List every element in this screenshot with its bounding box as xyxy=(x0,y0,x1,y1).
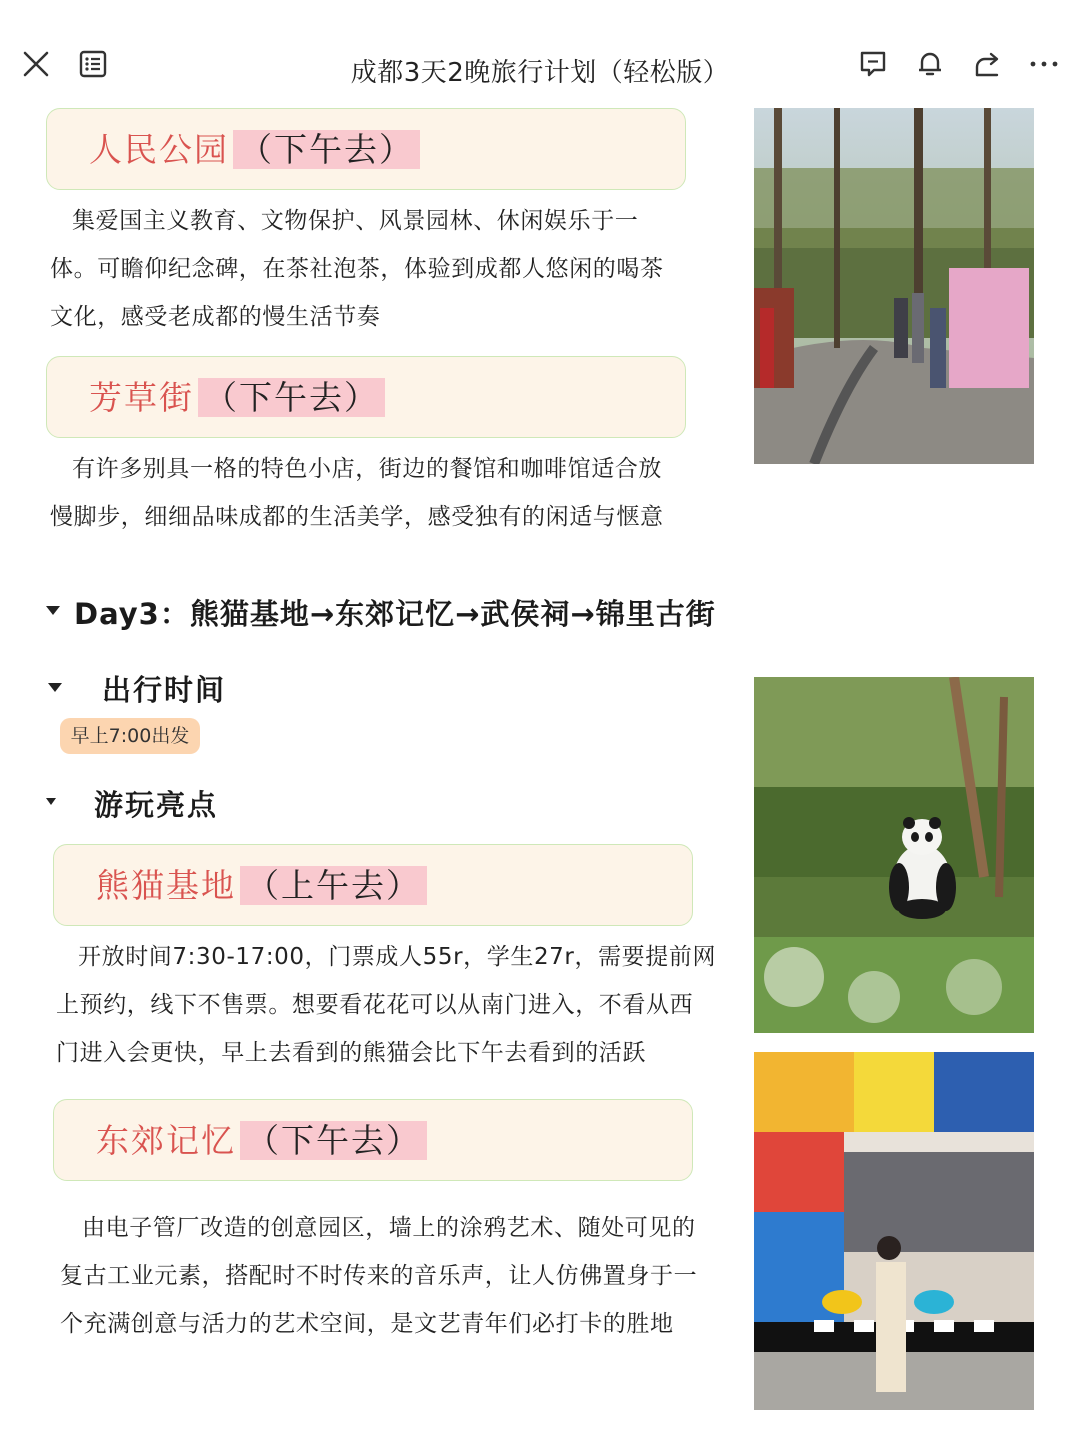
people-park-card xyxy=(46,108,686,190)
text-line: 有许多别具一格的特色小店，街边的餐馆和咖啡馆适合放 xyxy=(72,456,662,482)
document-title: 成都3天2晚旅行计划（轻松版） xyxy=(350,58,730,88)
top-bar xyxy=(0,0,1080,110)
day3-heading: Day3：熊猫基地→东郊记忆→武侯祠→锦里古街 xyxy=(74,597,716,631)
collapse-toggle-icon[interactable] xyxy=(48,683,62,692)
highlights-heading: 游玩亮点 xyxy=(94,788,219,822)
departure-heading: 出行时间 xyxy=(102,673,227,707)
collapse-toggle-icon[interactable] xyxy=(46,798,56,805)
dongjiao-memory-card xyxy=(53,1099,693,1181)
dongjiao-memory-title xyxy=(96,1120,427,1162)
bell-icon[interactable] xyxy=(910,44,950,84)
collapse-toggle-icon[interactable] xyxy=(46,606,60,615)
panda-base-description xyxy=(56,933,716,1077)
text-line: 由电子管厂改造的创意园区，墙上的涂鸦艺术、随处可见的 xyxy=(82,1215,696,1241)
place-name: 东郊记忆 xyxy=(96,1121,236,1160)
close-icon[interactable] xyxy=(16,44,56,84)
dongjiao-memory-photo[interactable] xyxy=(754,1052,1034,1410)
place-name: 芳草街 xyxy=(89,378,194,417)
text-line: 个充满创意与活力的艺术空间，是文艺青年们必打卡的胜地 xyxy=(60,1311,674,1337)
visit-time-highlight: （下午去） xyxy=(240,1121,427,1160)
text-line: 门进入会更快，早上去看到的熊猫会比下午去看到的活跃 xyxy=(56,1040,646,1066)
outline-icon[interactable] xyxy=(73,44,113,84)
people-park-photo[interactable] xyxy=(754,108,1034,464)
visit-time-highlight: （下午去） xyxy=(233,130,420,169)
panda-base-card xyxy=(53,844,693,926)
people-park-description xyxy=(50,197,664,341)
departure-time-tag: 早上7:00出发 xyxy=(60,718,200,754)
place-name: 人民公园 xyxy=(89,130,229,169)
text-line: 上预约，线下不售票。想要看花花可以从南门进入，不看从西 xyxy=(56,992,694,1018)
panda-photo[interactable] xyxy=(754,677,1034,1033)
panda-base-title xyxy=(96,865,427,907)
visit-time-highlight: （下午去） xyxy=(198,378,385,417)
fangcao-street-title xyxy=(89,377,385,419)
share-icon[interactable] xyxy=(967,44,1007,84)
more-icon[interactable] xyxy=(1024,44,1064,84)
dongjiao-memory-description xyxy=(60,1204,697,1348)
text-line: 开放时间7:30-17:00，门票成人55r，学生27r，需要提前网 xyxy=(78,944,717,970)
visit-time-highlight: （上午去） xyxy=(240,866,427,905)
text-line: 复古工业元素，搭配时不时传来的音乐声，让人仿佛置身于一 xyxy=(60,1263,698,1289)
text-line: 体。可瞻仰纪念碑，在茶社泡茶，体验到成都人悠闲的喝茶 xyxy=(50,256,664,282)
fangcao-street-description xyxy=(50,445,664,541)
text-line: 慢脚步，细细品味成都的生活美学，感受独有的闲适与惬意 xyxy=(50,504,664,530)
place-name: 熊猫基地 xyxy=(96,866,236,905)
people-park-title xyxy=(89,129,420,171)
text-line: 集爱国主义教育、文物保护、风景园林、休闲娱乐于一 xyxy=(72,208,639,234)
fangcao-street-card xyxy=(46,356,686,438)
text-line: 文化，感受老成都的慢生活节奏 xyxy=(50,304,381,330)
comment-icon[interactable] xyxy=(853,44,893,84)
